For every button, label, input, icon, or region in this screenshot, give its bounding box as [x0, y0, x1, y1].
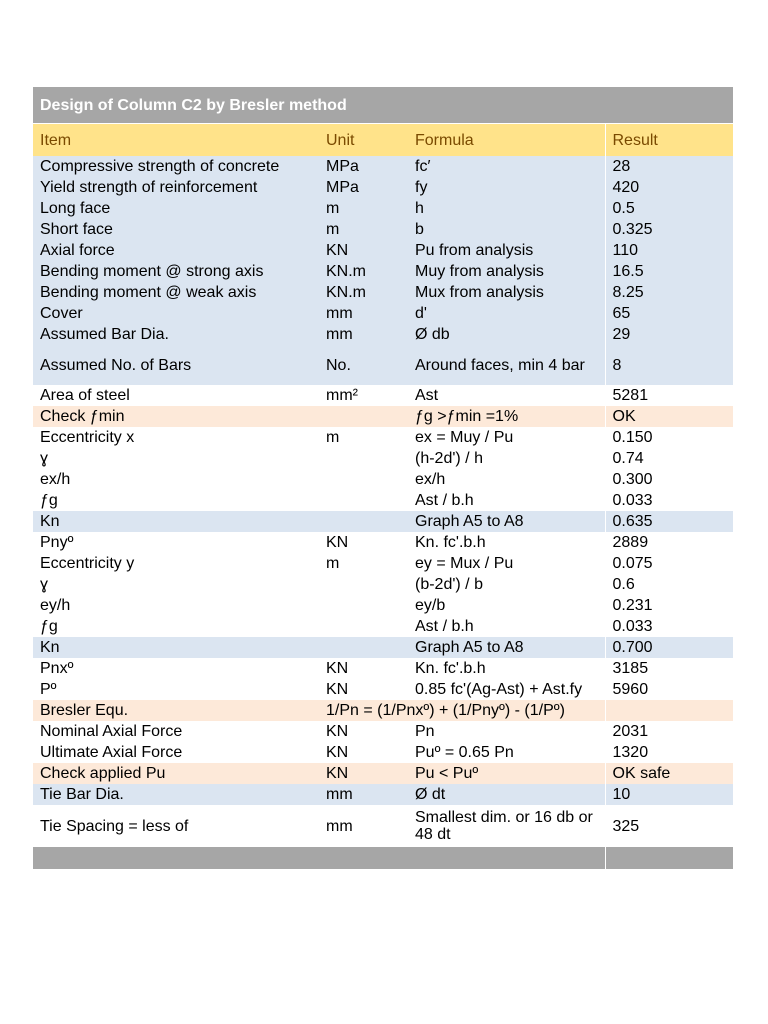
cell-formula: Pn [408, 721, 605, 742]
cell-unit [319, 595, 408, 616]
cell-result: 8.25 [605, 282, 733, 303]
cell-formula: fy [408, 177, 605, 198]
table-row [33, 700, 733, 721]
cell-formula: Ø dt [408, 784, 605, 805]
cell-unit: mm² [319, 385, 408, 406]
cell-result: 0.325 [605, 219, 733, 240]
cell-item: ƒg [33, 616, 319, 637]
cell-item: Pnxº [33, 658, 319, 679]
table-row [33, 469, 733, 490]
cell-formula: Muy from analysis [408, 261, 605, 282]
table-row [33, 511, 733, 532]
cell-result: 3185 [605, 658, 733, 679]
cell-unit [319, 511, 408, 532]
cell-formula: Ø db [408, 324, 605, 345]
cell-result: 0.033 [605, 616, 733, 637]
cell-item: ƒg [33, 490, 319, 511]
cell-unit: KN [319, 742, 408, 763]
cell-unit [319, 406, 408, 427]
cell-result: 2889 [605, 532, 733, 553]
cell-equation: 1/Pn = (1/Pnxº) + (1/Pnyº) - (1/Pº) [319, 700, 605, 721]
cell-unit: MPa [319, 156, 408, 177]
cell-item: ɣ [33, 574, 319, 595]
table-row [33, 805, 733, 847]
cell-result: OK [605, 406, 733, 427]
cell-unit: KN [319, 763, 408, 784]
cell-unit: m [319, 427, 408, 448]
cell-unit: mm [319, 324, 408, 345]
table-row [33, 261, 733, 282]
table-row [33, 303, 733, 324]
table-row [33, 784, 733, 805]
cell-formula: b [408, 219, 605, 240]
cell-formula: Kn. fc'.b.h [408, 532, 605, 553]
cell-result: 5281 [605, 385, 733, 406]
cell-formula: fc′ [408, 156, 605, 177]
cell-unit [319, 490, 408, 511]
cell-item: Tie Spacing = less of [33, 805, 319, 847]
cell-result: 0.700 [605, 637, 733, 658]
cell-formula: 0.85 fc'(Ag-Ast) + Ast.fy [408, 679, 605, 700]
cell-result: 0.74 [605, 448, 733, 469]
cell-unit: mm [319, 805, 408, 847]
cell-result: 5960 [605, 679, 733, 700]
cell-formula: Ast / b.h [408, 616, 605, 637]
table-row [33, 658, 733, 679]
cell-item: Kn [33, 511, 319, 532]
table-row [33, 282, 733, 303]
cell-item: Tie Bar Dia. [33, 784, 319, 805]
cell-unit [319, 616, 408, 637]
cell-item: Area of steel [33, 385, 319, 406]
cell-item: Assumed No. of Bars [33, 345, 319, 385]
cell-formula: d' [408, 303, 605, 324]
cell-item: Bresler Equ. [33, 700, 319, 721]
cell-result: 0.231 [605, 595, 733, 616]
cell-result: OK safe [605, 763, 733, 784]
cell-result: 0.5 [605, 198, 733, 219]
cell-item: Check applied Pu [33, 763, 319, 784]
cell-formula: Ast [408, 385, 605, 406]
cell-item: ey/h [33, 595, 319, 616]
cell-item: Check ƒmin [33, 406, 319, 427]
cell-unit: KN [319, 679, 408, 700]
table-row [33, 406, 733, 427]
cell-result: 10 [605, 784, 733, 805]
design-table [33, 124, 733, 869]
table-row [33, 616, 733, 637]
cell-result: 1320 [605, 742, 733, 763]
cell-formula: Around faces, min 4 bar [408, 345, 605, 385]
cell-unit: No. [319, 345, 408, 385]
header-item: Item [33, 124, 319, 156]
footer-row [33, 847, 733, 869]
design-sheet [33, 87, 733, 869]
cell-unit [319, 574, 408, 595]
cell-formula: (h-2d') / h [408, 448, 605, 469]
cell-result: 0.635 [605, 511, 733, 532]
sheet-title: Design of Column C2 by Bresler method [33, 87, 733, 124]
cell-unit: KN.m [319, 282, 408, 303]
table-row [33, 553, 733, 574]
footer-cell-result [605, 847, 733, 869]
cell-unit: m [319, 219, 408, 240]
cell-unit: KN [319, 721, 408, 742]
cell-formula: Graph A5 to A8 [408, 637, 605, 658]
cell-item: Yield strength of reinforcement [33, 177, 319, 198]
cell-result: 0.150 [605, 427, 733, 448]
cell-item: ex/h [33, 469, 319, 490]
cell-result: 8 [605, 345, 733, 385]
table-row [33, 679, 733, 700]
cell-item: Kn [33, 637, 319, 658]
cell-formula: Mux from analysis [408, 282, 605, 303]
header-result: Result [605, 124, 733, 156]
cell-unit: KN [319, 532, 408, 553]
table-body [33, 156, 733, 847]
cell-item: Long face [33, 198, 319, 219]
table-row [33, 385, 733, 406]
cell-formula: ey = Mux / Pu [408, 553, 605, 574]
cell-result: 110 [605, 240, 733, 261]
cell-unit [319, 637, 408, 658]
table-row [33, 198, 733, 219]
cell-formula: h [408, 198, 605, 219]
cell-formula: ex = Muy / Pu [408, 427, 605, 448]
cell-item: Cover [33, 303, 319, 324]
cell-formula: Pu < Puº [408, 763, 605, 784]
cell-item: Axial force [33, 240, 319, 261]
cell-item: ɣ [33, 448, 319, 469]
table-row [33, 177, 733, 198]
cell-formula: Smallest dim. or 16 db or 48 dt [408, 805, 605, 847]
cell-formula: Kn. fc'.b.h [408, 658, 605, 679]
cell-item: Eccentricity x [33, 427, 319, 448]
cell-unit: mm [319, 784, 408, 805]
cell-result: 0.033 [605, 490, 733, 511]
table-row [33, 532, 733, 553]
footer-cell [33, 847, 605, 869]
cell-result: 0.6 [605, 574, 733, 595]
cell-formula: ƒg >ƒmin =1% [408, 406, 605, 427]
table-row [33, 240, 733, 261]
cell-item: Eccentricity y [33, 553, 319, 574]
cell-result: 65 [605, 303, 733, 324]
table-row [33, 742, 733, 763]
cell-result: 0.300 [605, 469, 733, 490]
cell-unit: m [319, 198, 408, 219]
table-row [33, 427, 733, 448]
cell-result: 325 [605, 805, 733, 847]
cell-result [605, 700, 733, 721]
cell-formula: Graph A5 to A8 [408, 511, 605, 532]
cell-formula: (b-2d') / b [408, 574, 605, 595]
table-row [33, 156, 733, 177]
table-row [33, 721, 733, 742]
cell-formula: Puº = 0.65 Pn [408, 742, 605, 763]
cell-formula: ex/h [408, 469, 605, 490]
cell-formula: Pu from analysis [408, 240, 605, 261]
cell-unit [319, 448, 408, 469]
cell-result: 28 [605, 156, 733, 177]
cell-unit: KN [319, 240, 408, 261]
cell-item: Bending moment @ strong axis [33, 261, 319, 282]
table-row [33, 637, 733, 658]
header-row [33, 124, 733, 156]
cell-unit [319, 469, 408, 490]
cell-unit: KN [319, 658, 408, 679]
cell-unit: m [319, 553, 408, 574]
cell-item: Assumed Bar Dia. [33, 324, 319, 345]
cell-formula: ey/b [408, 595, 605, 616]
cell-item: Bending moment @ weak axis [33, 282, 319, 303]
cell-item: Pº [33, 679, 319, 700]
table-row [33, 324, 733, 345]
header-unit: Unit [319, 124, 408, 156]
cell-result: 2031 [605, 721, 733, 742]
cell-item: Nominal Axial Force [33, 721, 319, 742]
header-formula: Formula [408, 124, 605, 156]
table-row [33, 595, 733, 616]
table-row [33, 219, 733, 240]
cell-formula: Ast / b.h [408, 490, 605, 511]
cell-unit: KN.m [319, 261, 408, 282]
cell-item: Short face [33, 219, 319, 240]
table-row [33, 448, 733, 469]
cell-result: 29 [605, 324, 733, 345]
table-row [33, 490, 733, 511]
cell-item: Ultimate Axial Force [33, 742, 319, 763]
table-row [33, 345, 733, 385]
cell-item: Compressive strength of concrete [33, 156, 319, 177]
cell-unit: MPa [319, 177, 408, 198]
cell-unit: mm [319, 303, 408, 324]
cell-result: 16.5 [605, 261, 733, 282]
table-row [33, 574, 733, 595]
cell-result: 0.075 [605, 553, 733, 574]
cell-result: 420 [605, 177, 733, 198]
table-row [33, 763, 733, 784]
cell-item: Pnyº [33, 532, 319, 553]
